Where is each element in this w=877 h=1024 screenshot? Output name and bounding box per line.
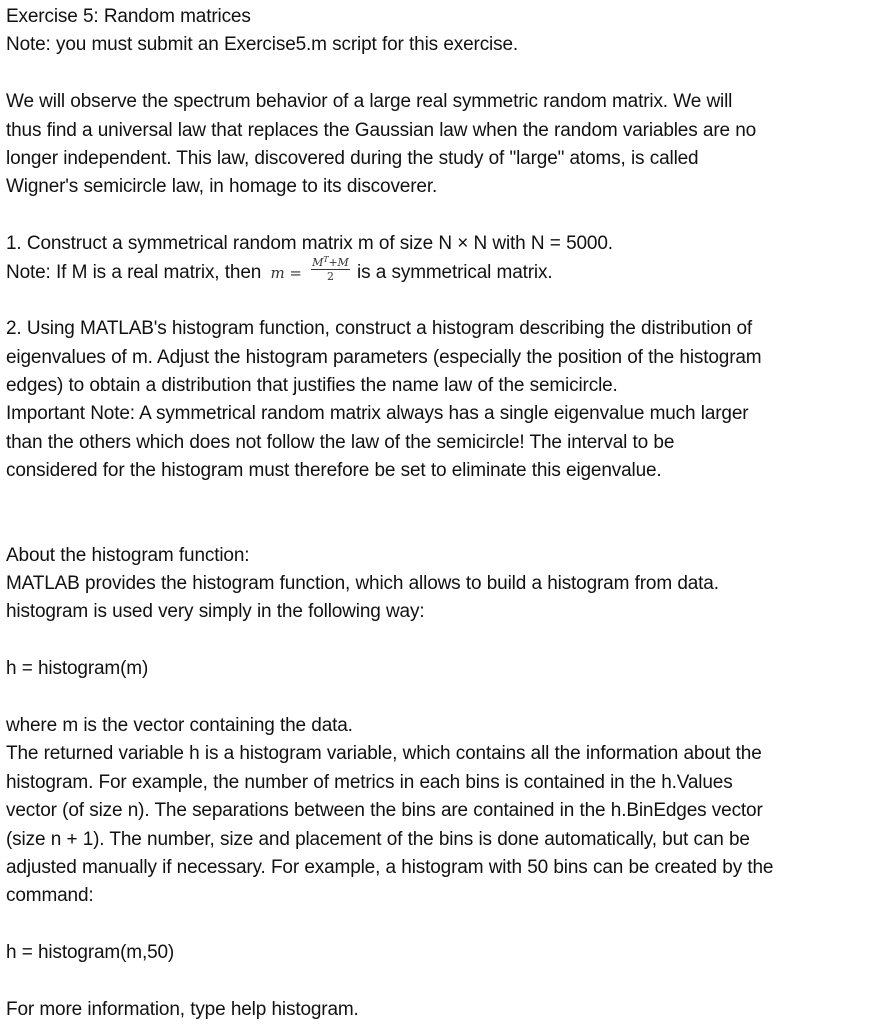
intro-paragraph: [6, 88, 872, 202]
numerator-rest: +M: [328, 256, 349, 269]
numerator-base: M: [312, 256, 324, 269]
submission-note: Note: you must submit an Exercise5.m script for this exercise.: [6, 34, 519, 56]
spacer: [6, 627, 872, 655]
about-heading: About the histogram function:: [6, 544, 250, 566]
transpose-superscript: T: [323, 255, 329, 264]
document: [6, 3, 872, 1024]
about-line: MATLAB provides the histogram function, which allows to build a histogram from data.: [6, 573, 719, 595]
explanation-line: adjusted manually if necessary. For example, a histogram with 50 bins can be created by the: [6, 856, 774, 878]
important-note-line: than the others which does not follow the law of the semicircle! The interval to be: [6, 431, 675, 453]
important-note-line: Important Note: A symmetrical random matrix always has a single eigenvalue much larger: [6, 403, 749, 425]
step-1-note-prefix: Note: If M is a real matrix, then: [6, 261, 262, 283]
spacer: [6, 486, 872, 542]
fraction-denominator: 2: [326, 270, 334, 283]
spacer: [6, 968, 872, 996]
intro-line: longer independent. This law, discovered during the study of "large" atoms, is called: [6, 147, 699, 169]
step-2: [6, 315, 872, 485]
spacer: [6, 202, 872, 230]
explanation-line: vector (of size n). The separations between the bins are contained in the h.BinEdges vector: [6, 800, 763, 822]
intro-line: thus find a universal law that replaces the Gaussian law when the random variables are no: [6, 119, 757, 141]
footer-help: For more information, type help histogram.: [6, 998, 359, 1020]
spacer: [6, 287, 872, 315]
step-1-instruction: 1. Construct a symmetrical random matrix m of size N × N with N = 5000.: [6, 233, 613, 255]
explanation-line: command:: [6, 885, 94, 907]
step-2-line: 2. Using MATLAB's histogram function, construct a histogram describing the distribution of: [6, 318, 752, 340]
spacer: [6, 911, 872, 939]
step-2-line: edges) to obtain a distribution that justifies the name law of the semicircle.: [6, 375, 618, 397]
explanation-line: The returned variable h is a histogram variable, which contains all the information about the: [6, 743, 762, 765]
explanation-line: histogram. For example, the number of metrics in each bins is contained in the h.Values: [6, 771, 733, 793]
spacer: [6, 684, 872, 712]
math-lhs: m =: [270, 263, 302, 282]
step-1-note-suffix: is a symmetrical matrix.: [357, 261, 553, 283]
code-example-bins: h = histogram(m,50): [6, 942, 175, 964]
intro-line: Wigner's semicircle law, in homage to its discoverer.: [6, 176, 438, 198]
exercise-title: Exercise 5: Random matrices: [6, 6, 251, 27]
spacer: [6, 60, 872, 88]
step-2-line: eigenvalues of m. Adjust the histogram parameters (especially the position of the histogram: [6, 346, 762, 368]
intro-line: We will observe the spectrum behavior of a large real symmetric random matrix. We will: [6, 91, 733, 113]
step-1: [6, 230, 872, 287]
step-1-note: [6, 255, 872, 287]
explanation-line: (size n + 1). The number, size and placement of the bins is done automatically, but can be: [6, 828, 750, 850]
about-histogram: [6, 542, 872, 627]
explanation-line: where m is the vector containing the data.: [6, 714, 353, 736]
fraction-numerator: [311, 257, 350, 270]
code-example-basic: h = histogram(m): [6, 658, 149, 680]
histogram-explanation: [6, 712, 872, 911]
math-fraction: [311, 257, 350, 282]
about-line: histogram is used very simply in the following way:: [6, 601, 425, 623]
important-note-line: considered for the histogram must therefore be set to eliminate this eigenvalue.: [6, 460, 662, 482]
